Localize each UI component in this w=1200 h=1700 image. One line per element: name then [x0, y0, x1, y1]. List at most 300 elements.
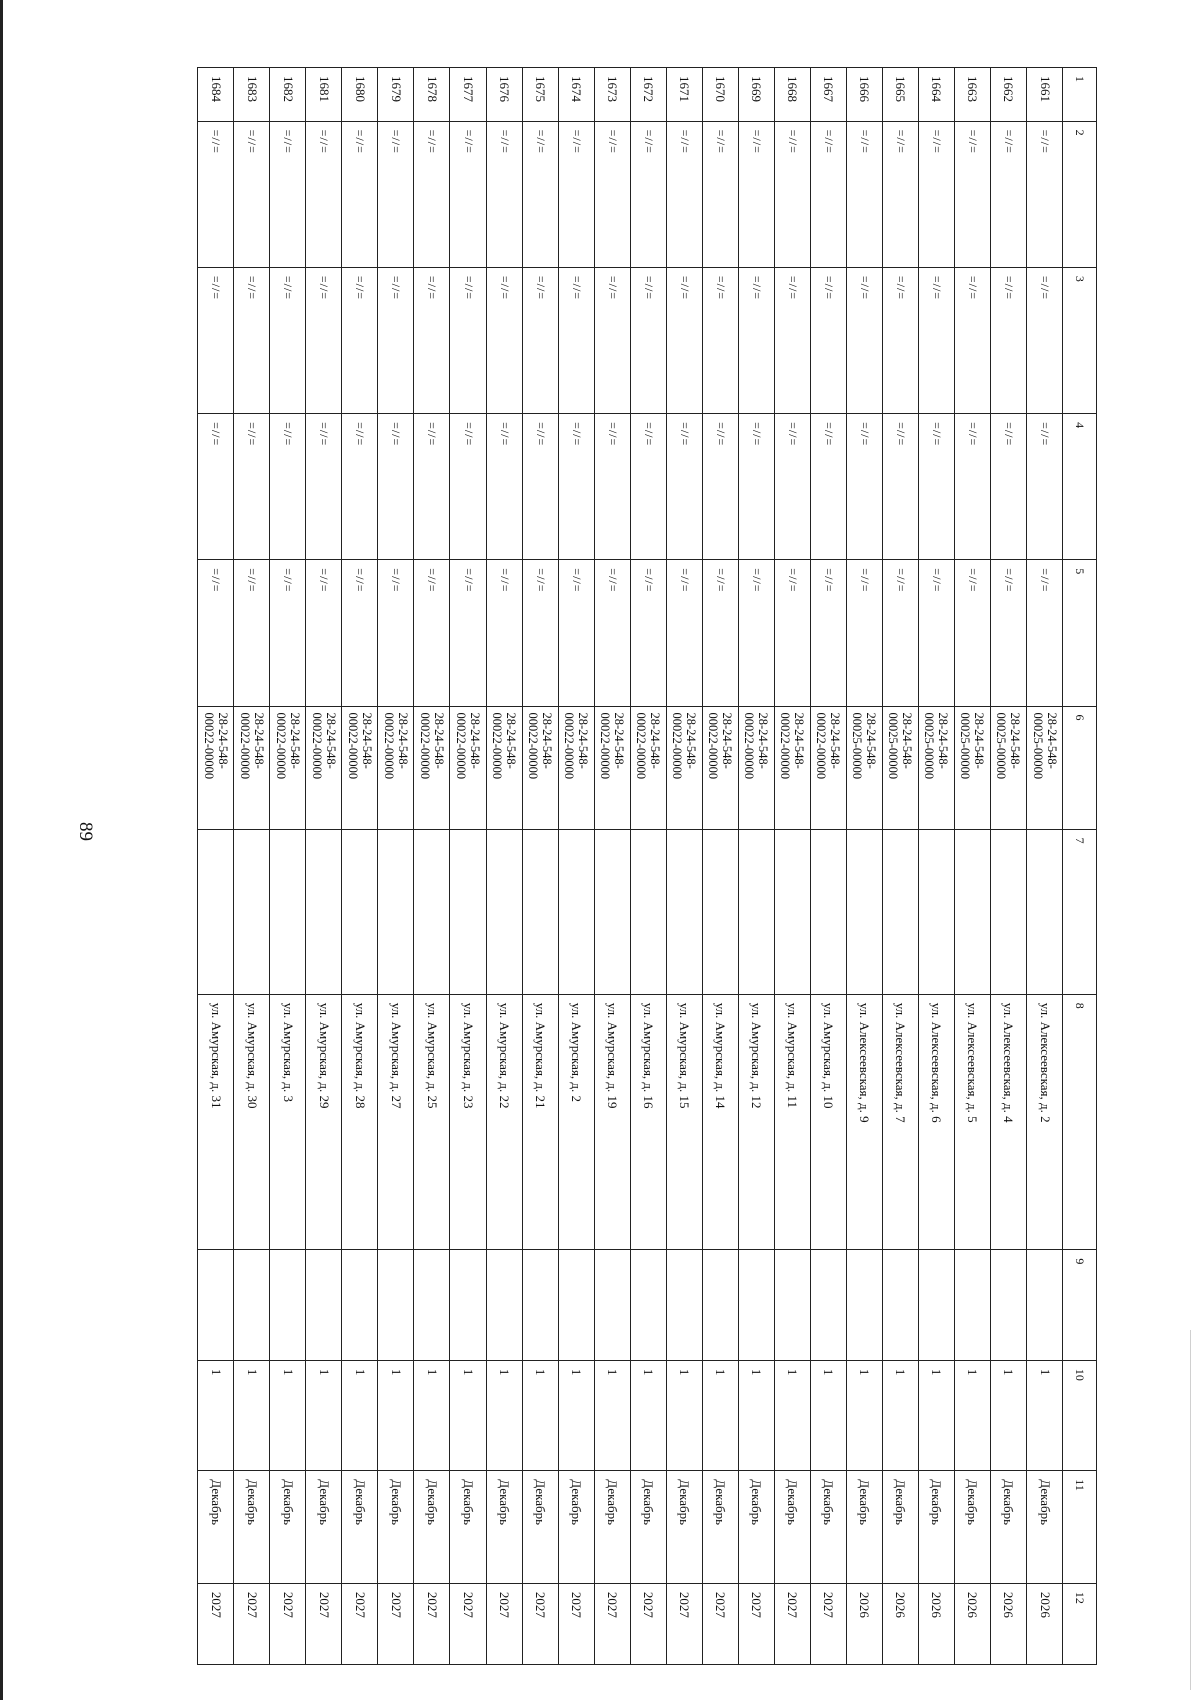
empty-cell	[990, 829, 1026, 994]
code-part-2: 00022-00000	[454, 712, 469, 780]
count-cell: 1	[234, 1360, 270, 1470]
year-cell: 2027	[774, 1583, 810, 1664]
code-cell	[774, 706, 810, 829]
ditto-cell: =//=	[846, 267, 882, 413]
code-cell	[522, 706, 558, 829]
row-number-cell: 1666	[846, 68, 882, 122]
address-cell: ул. Амурская, д. 23	[450, 994, 486, 1250]
table-row	[414, 68, 450, 1665]
month-cell: Декабрь	[846, 1471, 882, 1584]
ditto-cell: =//=	[378, 414, 414, 560]
code-part-2: 00022-00000	[417, 712, 432, 780]
count-cell: 1	[918, 1360, 954, 1470]
code-part-2: 00025-00000	[886, 712, 901, 780]
ditto-cell: =//=	[306, 414, 342, 560]
scan-artifact-line	[1190, 1330, 1191, 1690]
count-cell: 1	[738, 1360, 774, 1470]
ditto-cell: =//=	[846, 121, 882, 267]
row-number-cell: 1673	[594, 68, 630, 122]
header-cell: 4	[1063, 414, 1097, 560]
code-part-2: 00022-00000	[670, 712, 685, 780]
ditto-cell: =//=	[558, 560, 594, 706]
ditto-cell: =//=	[198, 121, 234, 267]
year-cell: 2027	[342, 1583, 378, 1664]
address-cell: ул. Амурская, д. 21	[522, 994, 558, 1250]
ditto-cell: =//=	[918, 560, 954, 706]
ditto-cell: =//=	[450, 121, 486, 267]
ditto-cell: =//=	[414, 414, 450, 560]
code-cell	[378, 706, 414, 829]
ditto-cell: =//=	[414, 560, 450, 706]
ditto-cell: =//=	[486, 414, 522, 560]
ditto-cell: =//=	[198, 414, 234, 560]
header-cell: 6	[1063, 706, 1097, 829]
table-row	[450, 68, 486, 1665]
ditto-cell: =//=	[882, 121, 918, 267]
empty-cell	[810, 829, 846, 994]
row-number-cell: 1667	[810, 68, 846, 122]
empty-cell	[450, 829, 486, 994]
address-cell: ул. Амурская, д. 31	[198, 994, 234, 1250]
empty-cell	[666, 829, 702, 994]
header-cell: 12	[1063, 1583, 1097, 1664]
table-row	[702, 68, 738, 1665]
code-part-1: 28-24-548-	[936, 712, 951, 769]
ditto-cell: =//=	[810, 560, 846, 706]
code-part-1: 28-24-548-	[395, 712, 410, 769]
row-number-cell: 1669	[738, 68, 774, 122]
empty-cell	[882, 829, 918, 994]
table-body	[198, 68, 1097, 1665]
count-cell: 1	[414, 1360, 450, 1470]
empty-cell	[522, 1250, 558, 1360]
ditto-cell: =//=	[522, 414, 558, 560]
month-cell: Декабрь	[342, 1471, 378, 1584]
empty-cell	[594, 1250, 630, 1360]
code-part-1: 28-24-548-	[684, 712, 699, 769]
empty-cell	[954, 829, 990, 994]
code-cell	[810, 706, 846, 829]
table-row	[954, 68, 990, 1665]
row-number-cell: 1683	[234, 68, 270, 122]
page-number: 89	[75, 822, 96, 841]
address-cell: ул. Амурская, д. 19	[594, 994, 630, 1250]
ditto-cell: =//=	[918, 267, 954, 413]
table-row	[270, 68, 306, 1665]
row-number-cell: 1670	[702, 68, 738, 122]
ditto-cell: =//=	[378, 121, 414, 267]
row-number-cell: 1684	[198, 68, 234, 122]
count-cell: 1	[198, 1360, 234, 1470]
month-cell: Декабрь	[306, 1471, 342, 1584]
row-number-cell: 1661	[1027, 68, 1063, 122]
empty-cell	[774, 1250, 810, 1360]
ditto-cell: =//=	[774, 267, 810, 413]
year-cell: 2026	[990, 1583, 1026, 1664]
empty-cell	[378, 829, 414, 994]
year-cell: 2026	[954, 1583, 990, 1664]
ditto-cell: =//=	[558, 121, 594, 267]
code-cell	[738, 706, 774, 829]
row-number-cell: 1668	[774, 68, 810, 122]
month-cell: Декабрь	[198, 1471, 234, 1584]
code-part-2: 00022-00000	[381, 712, 396, 780]
code-part-2: 00022-00000	[562, 712, 577, 780]
code-part-1: 28-24-548-	[972, 712, 987, 769]
month-cell: Декабрь	[234, 1471, 270, 1584]
code-part-2: 00022-00000	[237, 712, 252, 780]
code-part-2: 00022-00000	[201, 712, 216, 780]
ditto-cell: =//=	[234, 121, 270, 267]
row-number-cell: 1680	[342, 68, 378, 122]
year-cell: 2027	[738, 1583, 774, 1664]
empty-cell	[702, 829, 738, 994]
ditto-cell: =//=	[1027, 414, 1063, 560]
count-cell: 1	[378, 1360, 414, 1470]
code-part-1: 28-24-548-	[287, 712, 302, 769]
month-cell: Декабрь	[270, 1471, 306, 1584]
code-part-2: 00022-00000	[814, 712, 829, 780]
address-cell: ул. Амурская, д. 22	[486, 994, 522, 1250]
count-cell: 1	[846, 1360, 882, 1470]
table-row	[558, 68, 594, 1665]
table-row	[306, 68, 342, 1665]
month-cell: Декабрь	[918, 1471, 954, 1584]
code-part-2: 00022-00000	[742, 712, 757, 780]
ditto-cell: =//=	[450, 267, 486, 413]
ditto-cell: =//=	[882, 414, 918, 560]
month-cell: Декабрь	[558, 1471, 594, 1584]
ditto-cell: =//=	[666, 414, 702, 560]
ditto-cell: =//=	[774, 121, 810, 267]
code-part-1: 28-24-548-	[251, 712, 266, 769]
address-cell: ул. Амурская, д. 2	[558, 994, 594, 1250]
code-part-1: 28-24-548-	[1044, 712, 1059, 769]
ditto-cell: =//=	[270, 414, 306, 560]
empty-cell	[198, 829, 234, 994]
header-cell: 9	[1063, 1250, 1097, 1360]
month-cell: Декабрь	[738, 1471, 774, 1584]
table-row	[594, 68, 630, 1665]
year-cell: 2027	[594, 1583, 630, 1664]
ditto-cell: =//=	[594, 560, 630, 706]
month-cell: Декабрь	[378, 1471, 414, 1584]
code-part-1: 28-24-548-	[504, 712, 519, 769]
ditto-cell: =//=	[594, 267, 630, 413]
code-part-1: 28-24-548-	[359, 712, 374, 769]
ditto-cell: =//=	[738, 267, 774, 413]
month-cell: Декабрь	[882, 1471, 918, 1584]
table-row	[666, 68, 702, 1665]
address-cell: ул. Алексеевская, д. 7	[882, 994, 918, 1250]
table-row	[342, 68, 378, 1665]
count-cell: 1	[990, 1360, 1026, 1470]
ditto-cell: =//=	[1027, 267, 1063, 413]
ditto-cell: =//=	[846, 560, 882, 706]
ditto-cell: =//=	[738, 560, 774, 706]
header-cell: 1	[1063, 68, 1097, 122]
year-cell: 2027	[198, 1583, 234, 1664]
ditto-cell: =//=	[198, 267, 234, 413]
empty-cell	[594, 829, 630, 994]
address-cell: ул. Амурская, д. 29	[306, 994, 342, 1250]
count-cell: 1	[954, 1360, 990, 1470]
ditto-cell: =//=	[702, 560, 738, 706]
rotated-table-container	[197, 67, 1097, 1665]
ditto-cell: =//=	[738, 121, 774, 267]
ditto-cell: =//=	[1027, 560, 1063, 706]
ditto-cell: =//=	[666, 267, 702, 413]
code-cell	[414, 706, 450, 829]
empty-cell	[342, 1250, 378, 1360]
address-cell: ул. Амурская, д. 25	[414, 994, 450, 1250]
ditto-cell: =//=	[810, 121, 846, 267]
row-number-cell: 1663	[954, 68, 990, 122]
code-part-2: 00025-00000	[850, 712, 865, 780]
code-part-2: 00025-00000	[1030, 712, 1045, 780]
empty-cell	[630, 1250, 666, 1360]
empty-cell	[846, 1250, 882, 1360]
year-cell: 2027	[414, 1583, 450, 1664]
ditto-cell: =//=	[882, 267, 918, 413]
code-part-2: 00022-00000	[490, 712, 505, 780]
ditto-cell: =//=	[810, 414, 846, 560]
row-number-cell: 1671	[666, 68, 702, 122]
address-cell: ул. Амурская, д. 16	[630, 994, 666, 1250]
year-cell: 2027	[630, 1583, 666, 1664]
ditto-cell: =//=	[702, 121, 738, 267]
code-part-2: 00025-00000	[994, 712, 1009, 780]
count-cell: 1	[882, 1360, 918, 1470]
code-part-1: 28-24-548-	[900, 712, 915, 769]
table-row	[630, 68, 666, 1665]
year-cell: 2026	[1027, 1583, 1063, 1664]
table-row	[774, 68, 810, 1665]
year-cell: 2026	[846, 1583, 882, 1664]
count-cell: 1	[450, 1360, 486, 1470]
ditto-cell: =//=	[342, 267, 378, 413]
address-cell: ул. Амурская, д. 3	[270, 994, 306, 1250]
code-cell	[702, 706, 738, 829]
ditto-cell: =//=	[378, 560, 414, 706]
ditto-cell: =//=	[630, 121, 666, 267]
empty-cell	[774, 829, 810, 994]
code-cell	[1027, 706, 1063, 829]
year-cell: 2027	[234, 1583, 270, 1664]
code-part-2: 00025-00000	[922, 712, 937, 780]
ditto-cell: =//=	[486, 121, 522, 267]
ditto-cell: =//=	[1027, 121, 1063, 267]
row-number-cell: 1675	[522, 68, 558, 122]
header-row	[1063, 68, 1097, 1665]
ditto-cell: =//=	[486, 267, 522, 413]
year-cell: 2027	[522, 1583, 558, 1664]
empty-cell	[486, 1250, 522, 1360]
row-number-cell: 1679	[378, 68, 414, 122]
row-number-cell: 1665	[882, 68, 918, 122]
ditto-cell: =//=	[558, 267, 594, 413]
empty-cell	[270, 829, 306, 994]
count-cell: 1	[558, 1360, 594, 1470]
ditto-cell: =//=	[414, 267, 450, 413]
row-number-cell: 1678	[414, 68, 450, 122]
empty-cell	[990, 1250, 1026, 1360]
table-row	[846, 68, 882, 1665]
month-cell: Декабрь	[990, 1471, 1026, 1584]
code-part-1: 28-24-548-	[792, 712, 807, 769]
empty-cell	[198, 1250, 234, 1360]
code-cell	[270, 706, 306, 829]
month-cell: Декабрь	[414, 1471, 450, 1584]
count-cell: 1	[270, 1360, 306, 1470]
address-cell: ул. Амурская, д. 27	[378, 994, 414, 1250]
address-cell: ул. Амурская, д. 15	[666, 994, 702, 1250]
year-cell: 2027	[558, 1583, 594, 1664]
ditto-cell: =//=	[450, 414, 486, 560]
ditto-cell: =//=	[666, 560, 702, 706]
year-cell: 2027	[666, 1583, 702, 1664]
row-number-cell: 1682	[270, 68, 306, 122]
empty-cell	[486, 829, 522, 994]
empty-cell	[306, 829, 342, 994]
code-cell	[666, 706, 702, 829]
code-part-2: 00022-00000	[345, 712, 360, 780]
ditto-cell: =//=	[198, 560, 234, 706]
code-part-1: 28-24-548-	[720, 712, 735, 769]
ditto-cell: =//=	[738, 414, 774, 560]
code-part-1: 28-24-548-	[576, 712, 591, 769]
code-part-1: 28-24-548-	[540, 712, 555, 769]
ditto-cell: =//=	[990, 267, 1026, 413]
empty-cell	[1027, 829, 1063, 994]
year-cell: 2026	[918, 1583, 954, 1664]
code-cell	[234, 706, 270, 829]
code-part-2: 00022-00000	[634, 712, 649, 780]
year-cell: 2027	[270, 1583, 306, 1664]
ditto-cell: =//=	[954, 121, 990, 267]
month-cell: Декабрь	[954, 1471, 990, 1584]
month-cell: Декабрь	[1027, 1471, 1063, 1584]
address-cell: ул. Амурская, д. 12	[738, 994, 774, 1250]
ditto-cell: =//=	[954, 267, 990, 413]
ditto-cell: =//=	[378, 267, 414, 413]
code-part-1: 28-24-548-	[468, 712, 483, 769]
month-cell: Декабрь	[702, 1471, 738, 1584]
code-part-2: 00022-00000	[706, 712, 721, 780]
month-cell: Декабрь	[630, 1471, 666, 1584]
month-cell: Декабрь	[810, 1471, 846, 1584]
row-number-cell: 1677	[450, 68, 486, 122]
ditto-cell: =//=	[882, 560, 918, 706]
code-part-1: 28-24-548-	[431, 712, 446, 769]
month-cell: Декабрь	[666, 1471, 702, 1584]
code-part-1: 28-24-548-	[756, 712, 771, 769]
empty-cell	[450, 1250, 486, 1360]
ditto-cell: =//=	[810, 267, 846, 413]
month-cell: Декабрь	[486, 1471, 522, 1584]
ditto-cell: =//=	[918, 414, 954, 560]
ditto-cell: =//=	[630, 560, 666, 706]
empty-cell	[342, 829, 378, 994]
table-row	[378, 68, 414, 1665]
count-cell: 1	[342, 1360, 378, 1470]
empty-cell	[558, 1250, 594, 1360]
address-cell: ул. Алексеевская, д. 9	[846, 994, 882, 1250]
code-cell	[342, 706, 378, 829]
empty-cell	[738, 829, 774, 994]
year-cell: 2027	[450, 1583, 486, 1664]
address-cell: ул. Амурская, д. 28	[342, 994, 378, 1250]
month-cell: Декабрь	[450, 1471, 486, 1584]
header-cell: 11	[1063, 1471, 1097, 1584]
ditto-cell: =//=	[594, 121, 630, 267]
empty-cell	[234, 829, 270, 994]
empty-cell	[882, 1250, 918, 1360]
ditto-cell: =//=	[306, 121, 342, 267]
year-cell: 2027	[306, 1583, 342, 1664]
ditto-cell: =//=	[450, 560, 486, 706]
empty-cell	[630, 829, 666, 994]
count-cell: 1	[630, 1360, 666, 1470]
count-cell: 1	[702, 1360, 738, 1470]
year-cell: 2027	[486, 1583, 522, 1664]
empty-cell	[270, 1250, 306, 1360]
empty-cell	[234, 1250, 270, 1360]
table-row	[234, 68, 270, 1665]
ditto-cell: =//=	[234, 414, 270, 560]
ditto-cell: =//=	[666, 121, 702, 267]
code-cell	[486, 706, 522, 829]
empty-cell	[378, 1250, 414, 1360]
code-part-2: 00025-00000	[958, 712, 973, 780]
code-part-1: 28-24-548-	[215, 712, 230, 769]
code-cell	[198, 706, 234, 829]
ditto-cell: =//=	[846, 414, 882, 560]
code-cell	[918, 706, 954, 829]
address-cell: ул. Амурская, д. 10	[810, 994, 846, 1250]
empty-cell	[918, 1250, 954, 1360]
header-cell: 10	[1063, 1360, 1097, 1470]
row-number-cell: 1681	[306, 68, 342, 122]
address-cell: ул. Алексеевская, д. 2	[1027, 994, 1063, 1250]
address-cell: ул. Амурская, д. 14	[702, 994, 738, 1250]
empty-cell	[702, 1250, 738, 1360]
empty-cell	[918, 829, 954, 994]
code-part-2: 00022-00000	[309, 712, 324, 780]
ditto-cell: =//=	[630, 414, 666, 560]
ditto-cell: =//=	[342, 560, 378, 706]
address-cell: ул. Амурская, д. 30	[234, 994, 270, 1250]
empty-cell	[414, 1250, 450, 1360]
address-cell: ул. Алексеевская, д. 6	[918, 994, 954, 1250]
code-cell	[882, 706, 918, 829]
code-part-1: 28-24-548-	[648, 712, 663, 769]
header-cell: 3	[1063, 267, 1097, 413]
ditto-cell: =//=	[630, 267, 666, 413]
count-cell: 1	[306, 1360, 342, 1470]
ditto-cell: =//=	[270, 121, 306, 267]
year-cell: 2027	[810, 1583, 846, 1664]
header-cell: 2	[1063, 121, 1097, 267]
code-part-1: 28-24-548-	[864, 712, 879, 769]
row-number-cell: 1676	[486, 68, 522, 122]
ditto-cell: =//=	[342, 414, 378, 560]
row-number-cell: 1674	[558, 68, 594, 122]
code-cell	[558, 706, 594, 829]
code-cell	[954, 706, 990, 829]
table-row	[810, 68, 846, 1665]
code-part-1: 28-24-548-	[323, 712, 338, 769]
